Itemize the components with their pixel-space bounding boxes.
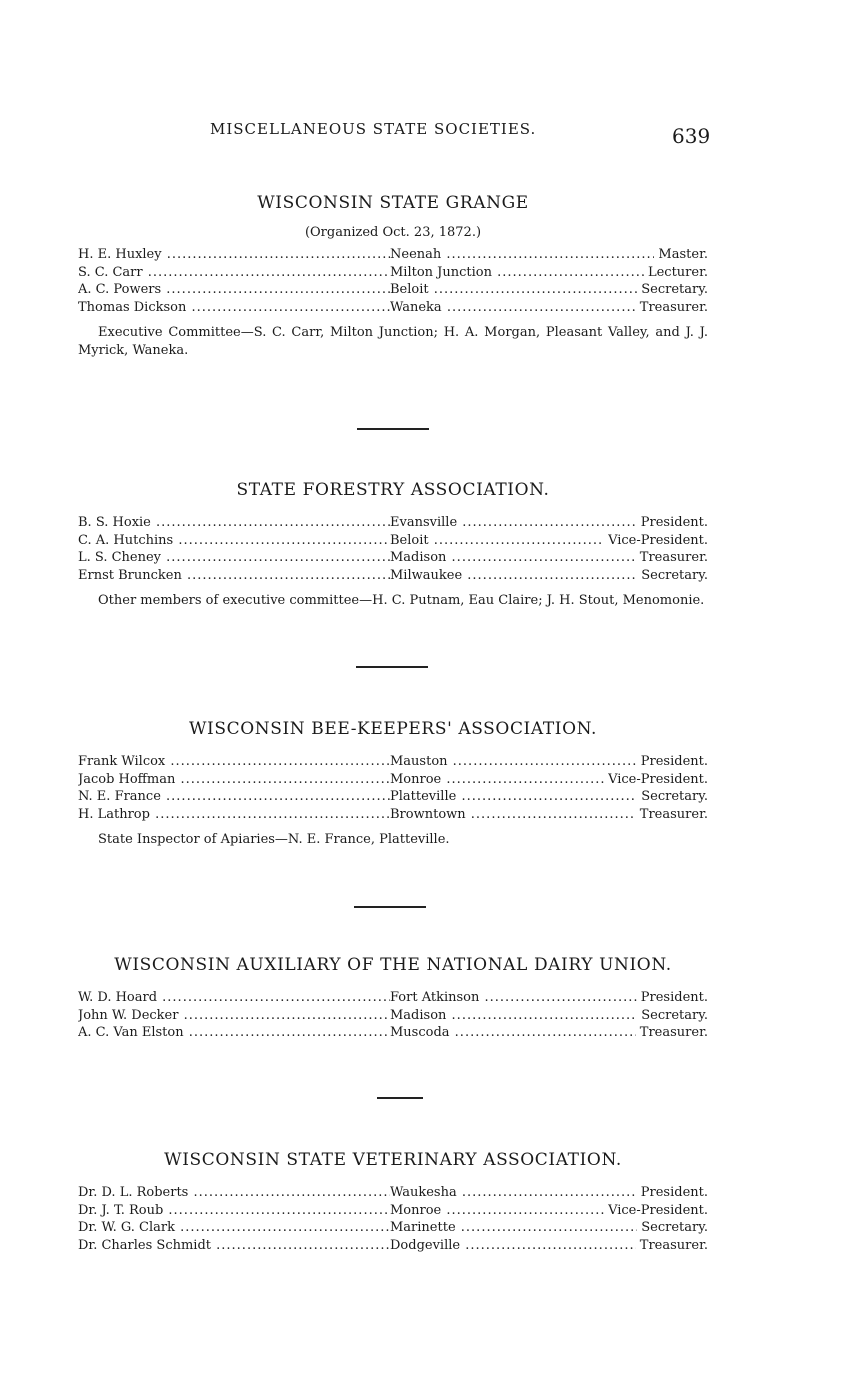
officer-office: Treasurer. — [639, 299, 708, 315]
officer-name: Dr. D. L. Roberts ..... — [78, 1184, 390, 1202]
officer-name: Dr. Charles Schmidt ..... — [78, 1237, 390, 1255]
officer-name: Dr. W. G. Clark ..... — [78, 1219, 390, 1237]
section-divider — [377, 1097, 423, 1099]
officer-row — [78, 1202, 708, 1220]
officer-office: Secretary. — [641, 1220, 708, 1235]
officer-office: Treasurer. — [639, 550, 708, 565]
officer-office: Treasurer. — [639, 1025, 708, 1040]
officer-city: Monroe ..... — [390, 1202, 604, 1220]
officer-row — [78, 549, 708, 567]
officer-city: Monroe ..... — [390, 771, 604, 789]
section-state-grange — [78, 193, 708, 359]
officer-row — [78, 788, 708, 806]
officer-office: President. — [640, 990, 708, 1005]
section-divider — [357, 428, 429, 430]
section-divider — [356, 666, 428, 668]
officer-row — [78, 1219, 708, 1237]
officer-name: B. S. Hoxie ..... — [78, 514, 390, 532]
officer-name: A. C. Powers ..... — [78, 281, 390, 299]
officer-city: Neenah ..... — [390, 246, 654, 264]
section-title: WISCONSIN BEE-KEEPERS' ASSOCIATION. — [188, 719, 597, 739]
officer-name: Frank Wilcox ..... — [78, 753, 390, 771]
officer-city: Milwaukee ..... — [390, 567, 637, 585]
officer-name: H. Lathrop ..... — [78, 806, 390, 824]
officer-city: Browntown ..... — [390, 806, 636, 824]
officer-name: A. C. Van Elston ..... — [78, 1024, 390, 1042]
officer-name: C. A. Hutchins ..... — [78, 532, 390, 550]
officer-city: Waukesha ..... — [390, 1184, 637, 1202]
officer-row — [78, 989, 708, 1007]
officer-office: Vice-President. — [608, 1202, 708, 1218]
officer-office: Secretary. — [641, 282, 708, 297]
officer-row — [78, 1007, 708, 1025]
section-note: Executive Committee—S. C. Carr, Milton Junction; H. A. Morgan, Pleasant Valley, and J. J. Myrick, Waneka. — [78, 325, 708, 358]
officer-name: S. C. Carr ..... — [78, 264, 390, 282]
officer-city: Evansville ..... — [390, 514, 637, 532]
officer-name: John W. Decker ..... — [78, 1007, 390, 1025]
officer-office: Secretary. — [641, 567, 708, 583]
section-title: WISCONSIN STATE GRANGE — [257, 193, 529, 213]
officer-city: Muscoda ..... — [390, 1024, 636, 1042]
officer-office: Treasurer. — [639, 806, 708, 822]
officer-row — [78, 246, 708, 264]
officer-row — [78, 264, 708, 282]
officer-name: L. S. Cheney ..... — [78, 549, 390, 567]
officer-office: President. — [640, 1185, 708, 1200]
officer-row — [78, 514, 708, 532]
officer-office: Lecturer. — [647, 264, 708, 280]
officer-city: Dodgeville ..... — [390, 1237, 636, 1255]
running-title: MISCELLANEOUS STATE SOCIETIES. — [210, 120, 537, 138]
officer-city: Marinette ..... — [390, 1219, 637, 1237]
section-title: WISCONSIN STATE VETERINARY ASSOCIATION. — [164, 1150, 622, 1170]
officer-row — [78, 532, 708, 550]
officer-city: Beloit ..... — [390, 281, 637, 299]
section-veterinary-association — [78, 1150, 708, 1254]
officer-row — [78, 1184, 708, 1202]
officer-city: Beloit ..... — [390, 532, 604, 550]
officer-name: Thomas Dickson ..... — [78, 299, 390, 317]
officer-office: President. — [640, 515, 708, 530]
section-divider — [354, 906, 426, 908]
officer-office: Vice-President. — [608, 532, 708, 548]
officer-city: Milton Junction ..... — [390, 264, 644, 282]
officer-city: Mauston ..... — [390, 753, 637, 771]
page-number: 639 — [672, 124, 711, 148]
officer-row — [78, 771, 708, 789]
officer-city: Platteville ..... — [390, 788, 637, 806]
section-bee-keepers-association — [78, 719, 708, 849]
officer-row — [78, 1024, 708, 1042]
officer-city: Waneka ..... — [390, 299, 636, 317]
officer-name: H. E. Huxley ..... — [78, 246, 390, 264]
officer-row — [78, 567, 708, 585]
officer-name: N. E. France ..... — [78, 788, 390, 806]
officer-row — [78, 806, 708, 824]
section-title: STATE FORESTRY ASSOCIATION. — [236, 480, 550, 500]
officer-office: Master. — [658, 247, 708, 262]
section-dairy-union — [78, 955, 708, 1042]
section-forestry-association — [78, 480, 708, 610]
officer-city: Madison ..... — [390, 549, 636, 567]
officer-city: Madison ..... — [390, 1007, 637, 1025]
organized-date: (Organized Oct. 23, 1872.) — [304, 225, 482, 240]
officer-office: President. — [640, 754, 708, 769]
officer-row — [78, 299, 708, 317]
officer-name: Ernst Bruncken ..... — [78, 567, 390, 585]
section-note: Other members of executive committee—H. C. Putnam, Eau Claire; J. H. Stout, Menomonie. — [98, 593, 705, 608]
section-note: State Inspector of Apiaries—N. E. France, Platteville. — [98, 832, 450, 847]
page-header — [0, 120, 859, 150]
officer-office: Vice-President. — [608, 771, 708, 787]
officer-city: Fort Atkinson ..... — [390, 989, 637, 1007]
officer-name: W. D. Hoard ..... — [78, 989, 390, 1007]
officer-office: Treasurer. — [639, 1237, 708, 1253]
officer-row — [78, 753, 708, 771]
section-title: WISCONSIN AUXILIARY OF THE NATIONAL DAIRY UNION. — [114, 955, 672, 975]
officer-row — [78, 1237, 708, 1255]
officer-row — [78, 281, 708, 299]
officer-name: Jacob Hoffman ..... — [78, 771, 390, 789]
officer-name: Dr. J. T. Roub ..... — [78, 1202, 390, 1220]
officer-office: Secretary. — [641, 1007, 708, 1023]
officer-office: Secretary. — [641, 789, 708, 804]
